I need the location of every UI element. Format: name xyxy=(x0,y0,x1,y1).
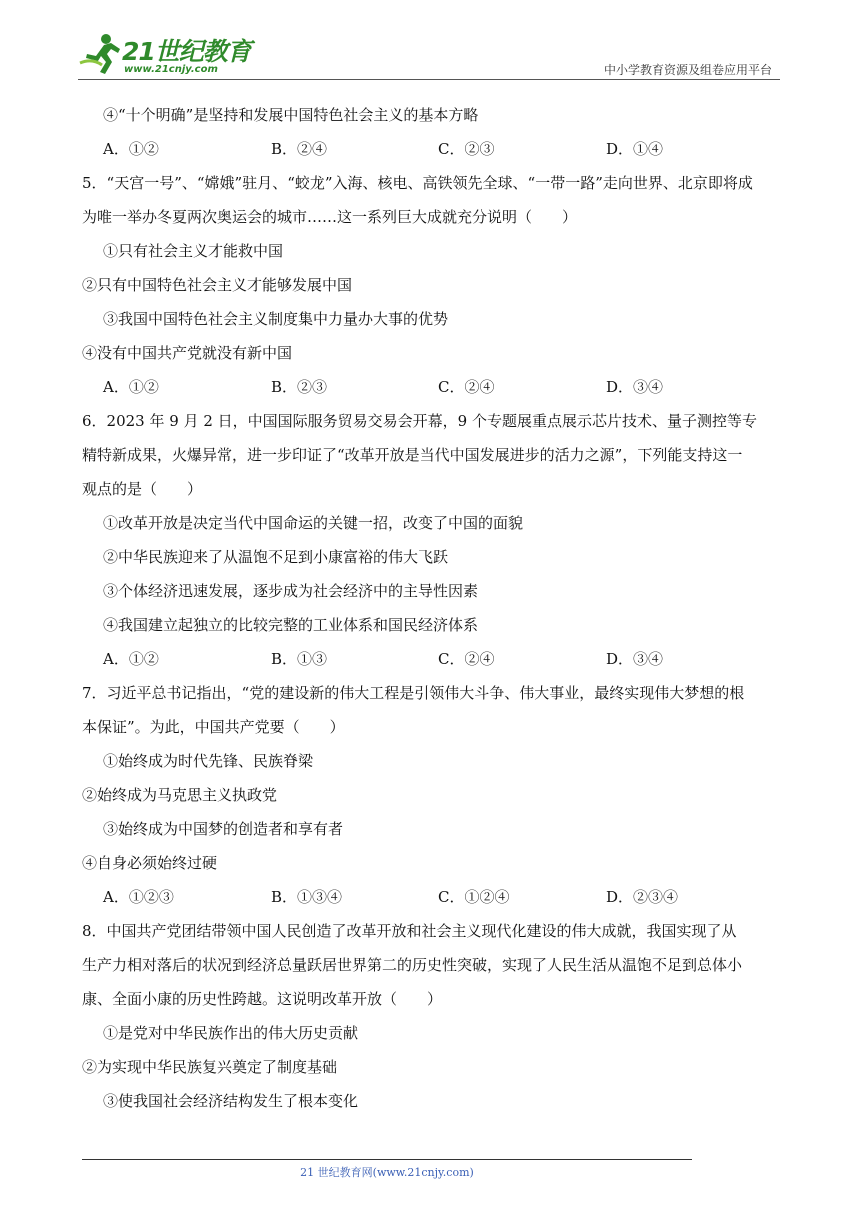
page-header xyxy=(78,30,780,82)
text-line: ③使我国社会经济结构发生了根本变化 xyxy=(103,1092,359,1110)
text-line: ③我国中国特色社会主义制度集中力量办大事的优势 xyxy=(103,310,449,328)
answer-option-b: B．②③ xyxy=(271,378,328,396)
text-line: ①改革开放是决定当代中国命运的关键一招，改变了中国的面貌 xyxy=(103,514,524,532)
text-line: ①始终成为时代先锋、民族脊梁 xyxy=(103,752,314,770)
answer-option-a: A．①② xyxy=(103,140,159,158)
answer-option-b: B．①③④ xyxy=(271,888,343,906)
answer-options-row xyxy=(82,880,782,914)
text-line: ②只有中国特色社会主义才能够发展中国 xyxy=(82,276,353,294)
answer-option-c: C．②④ xyxy=(438,650,495,668)
text-line: ④我国建立起独立的比较完整的工业体系和国民经济体系 xyxy=(103,616,479,634)
answer-option-b: B．②④ xyxy=(271,140,328,158)
answer-option-d: D．③④ xyxy=(606,650,664,668)
answer-options-row xyxy=(82,132,782,166)
document-body xyxy=(82,98,782,1118)
text-line: ②为实现中华民族复兴奠定了制度基础 xyxy=(82,1058,338,1076)
answer-option-a: A．①②③ xyxy=(103,888,174,906)
answer-options-row xyxy=(82,370,782,404)
text-line: 精特新成果，火爆异常，进一步印证了“改革开放是当代中国发展进步的活力之源”，下列能支持这一 xyxy=(82,446,743,464)
text-line: ②始终成为马克思主义执政党 xyxy=(82,786,278,804)
text-line: 观点的是（ ） xyxy=(82,480,203,498)
answer-option-c: C．②③ xyxy=(438,140,495,158)
text-line: 本保证”。为此，中国共产党要（ ） xyxy=(82,718,345,736)
header-divider xyxy=(78,79,780,80)
text-line: ①是党对中华民族作出的伟大历史贡献 xyxy=(103,1024,359,1042)
answer-option-d: D．②③④ xyxy=(606,888,679,906)
answer-option-b: B．①③ xyxy=(271,650,328,668)
page-footer: 21 世纪教育网(www.21cnjy.com) xyxy=(300,1166,474,1179)
text-line: 为唯一举办冬夏两次奥运会的城市……这一系列巨大成就充分说明（ ） xyxy=(82,208,578,226)
logo-url: www.21cnjy.com xyxy=(124,64,218,75)
text-line: ③始终成为中国梦的创造者和享有者 xyxy=(103,820,344,838)
answer-options-row xyxy=(82,642,782,676)
text-line: 康、全面小康的历史性跨越。这说明改革开放（ ） xyxy=(82,990,443,1008)
answer-option-d: D．①④ xyxy=(606,140,664,158)
runner-logo-icon xyxy=(78,32,122,76)
text-line: 8．中国共产党团结带领中国人民创造了改革开放和社会主义现代化建设的伟大成就，我国实现了从 xyxy=(82,922,737,940)
answer-option-c: C．②④ xyxy=(438,378,495,396)
logo xyxy=(78,32,251,78)
text-line: 5．“天宫一号”、“嫦娥”驻月、“蛟龙”入海、核电、高铁领先全球、“一带一路”走向世界、北京即将成 xyxy=(82,174,753,192)
text-line: ④自身必须始终过硬 xyxy=(82,854,218,872)
logo-text: 21世纪教育 xyxy=(122,37,251,66)
text-line: ③个体经济迅速发展，逐步成为社会经济中的主导性因素 xyxy=(103,582,479,600)
answer-option-a: A．①② xyxy=(103,378,159,396)
answer-option-d: D．③④ xyxy=(606,378,664,396)
text-line: 生产力相对落后的状况到经济总量跃居世界第二的历史性突破，实现了人民生活从温饱不足到总体小 xyxy=(82,956,743,974)
text-line: ②中华民族迎来了从温饱不足到小康富裕的伟大飞跃 xyxy=(103,548,449,566)
header-tagline: 中小学教育资源及组卷应用平台 xyxy=(603,63,772,77)
text-line: 7．习近平总书记指出，“党的建设新的伟大工程是引领伟大斗争、伟大事业，最终实现伟大梦想的根 xyxy=(82,684,745,702)
text-line: 6．2023 年 9 月 2 日，中国国际服务贸易交易会开幕，9 个专题展重点展示芯片技术、量子测控等专 xyxy=(82,412,757,430)
text-line: ④没有中国共产党就没有新中国 xyxy=(82,344,293,362)
footer-divider xyxy=(82,1159,692,1160)
answer-option-a: A．①② xyxy=(103,650,159,668)
text-line: ④“十个明确”是坚持和发展中国特色社会主义的基本方略 xyxy=(103,106,479,124)
text-line: ①只有社会主义才能救中国 xyxy=(103,242,284,260)
answer-option-c: C．①②④ xyxy=(438,888,510,906)
